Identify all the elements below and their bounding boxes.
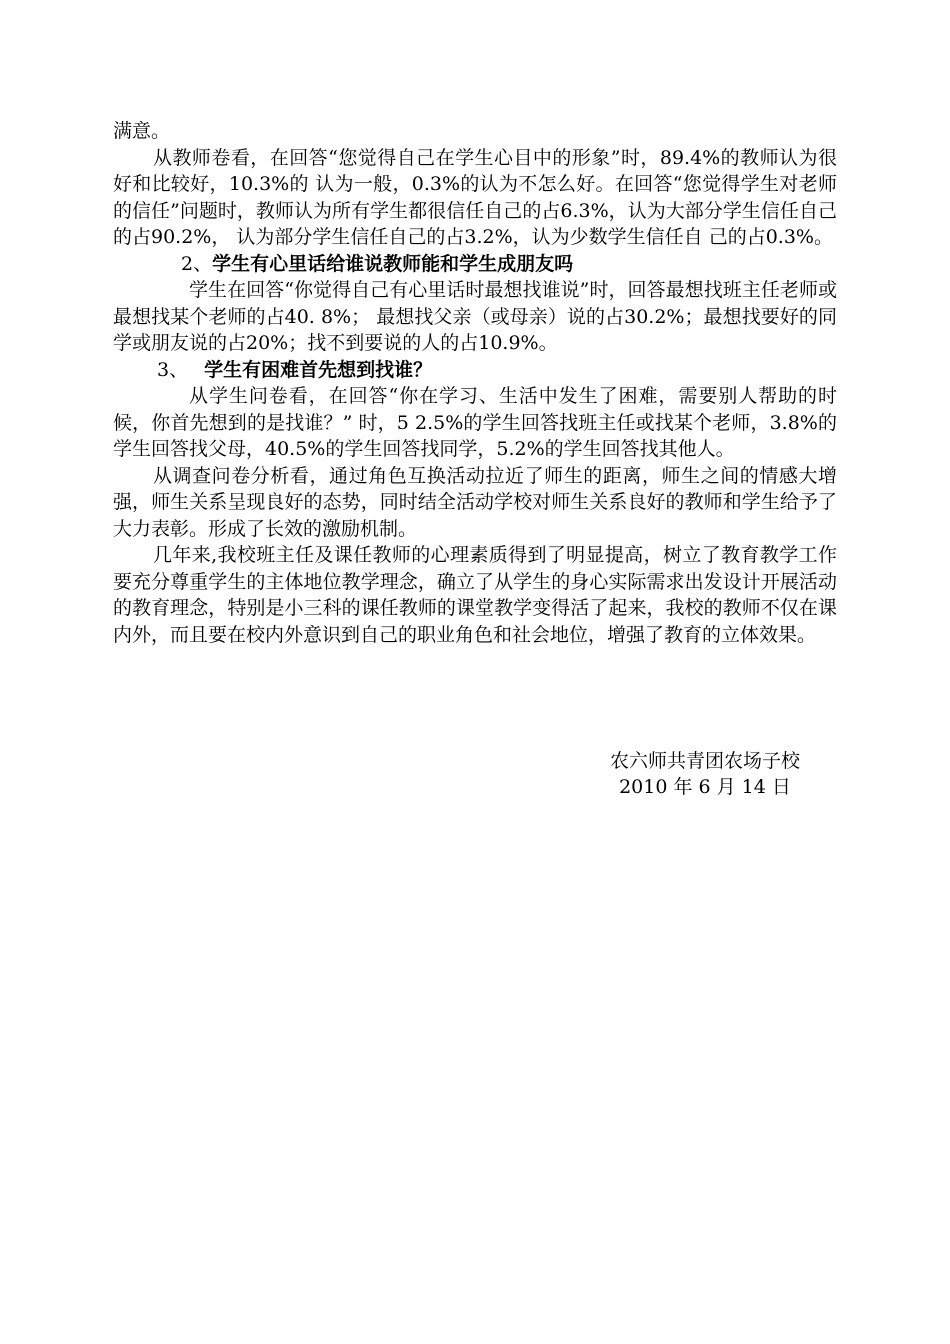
years-summary-paragraph: 几年来,我校班主任及课任教师的心理素质得到了明显提高，树立了教育教学工作要充分尊重学生的主体地位教学理念，确立了从学生的身心实际需求出发设计开展活动的教育理念，特别是小三科的课任教师的课堂教学变得活了起来，我校的教师不仅在课内外，而且要在校内外意识到自己的职业角色和社会地位，增强了教育的立体效果。 [113, 544, 837, 646]
difficulty-paragraph: 从学生问卷看，在回答“你在学习、生活中发生了困难，需要别人帮助的时候，你首先想到的是找谁？” 时，5 2.5%的学生回答找班主任或找某个老师，3.8%的学生回答找父母，40.5%的学生回答找同学，5.2%的学生回答找其他人。 [113, 385, 837, 460]
signature-organization: 农六师共青团农场子校 [609, 750, 800, 772]
section-title-2: 学生有心里话给谁说教师能和学生成朋友吗 [212, 252, 574, 275]
section-title-3: 学生有困难首先想到找谁？ [204, 358, 433, 381]
analysis-paragraph: 从调查问卷分析看，通过角色互换活动拉近了师生的距离，师生之间的情感大增强，师生关系呈现良好的态势，同时结全活动学校对师生关系良好的教师和学生给予了大力表彰。形成了长效的激励机制。 [113, 464, 837, 540]
signature-block [560, 748, 850, 800]
signature-date: 2010 年 6 月 14 日 [619, 776, 791, 798]
heart-talk-paragraph: 学生在回答“你觉得自己有心里话时最想找谁说”时，回答最想找班主任老师或最想找某个老师的占40. 8%； 最想找父亲（或母亲）说的占30.2%；最想找要好的同学或朋友说的占20%；找不到要说的人的占10.9%。 [113, 279, 837, 354]
teacher-survey-paragraph: 从教师卷看，在回答“您觉得自己在学生心目中的形象”时，89.4%的教师认为很好和比较好，10.3%的 认为一般，0.3%的认为不怎么好。在回答“您觉得学生对老师的信任”问题时，教师认为所有学生都很信任自己的占6.3%，认为大部分学生信任自己的占90.2%， 认为部分学生信任自己的占3.2%，认为少数学生信任自 己的占0.3%。 [113, 146, 837, 248]
section-number-3: 3、 [157, 358, 189, 381]
section-heading-2 [113, 251, 837, 278]
section-number-2: 2、 [181, 252, 213, 275]
continued-paragraph: 满意。 [113, 120, 171, 142]
section-heading-3 [113, 357, 837, 384]
document-body [113, 118, 837, 648]
